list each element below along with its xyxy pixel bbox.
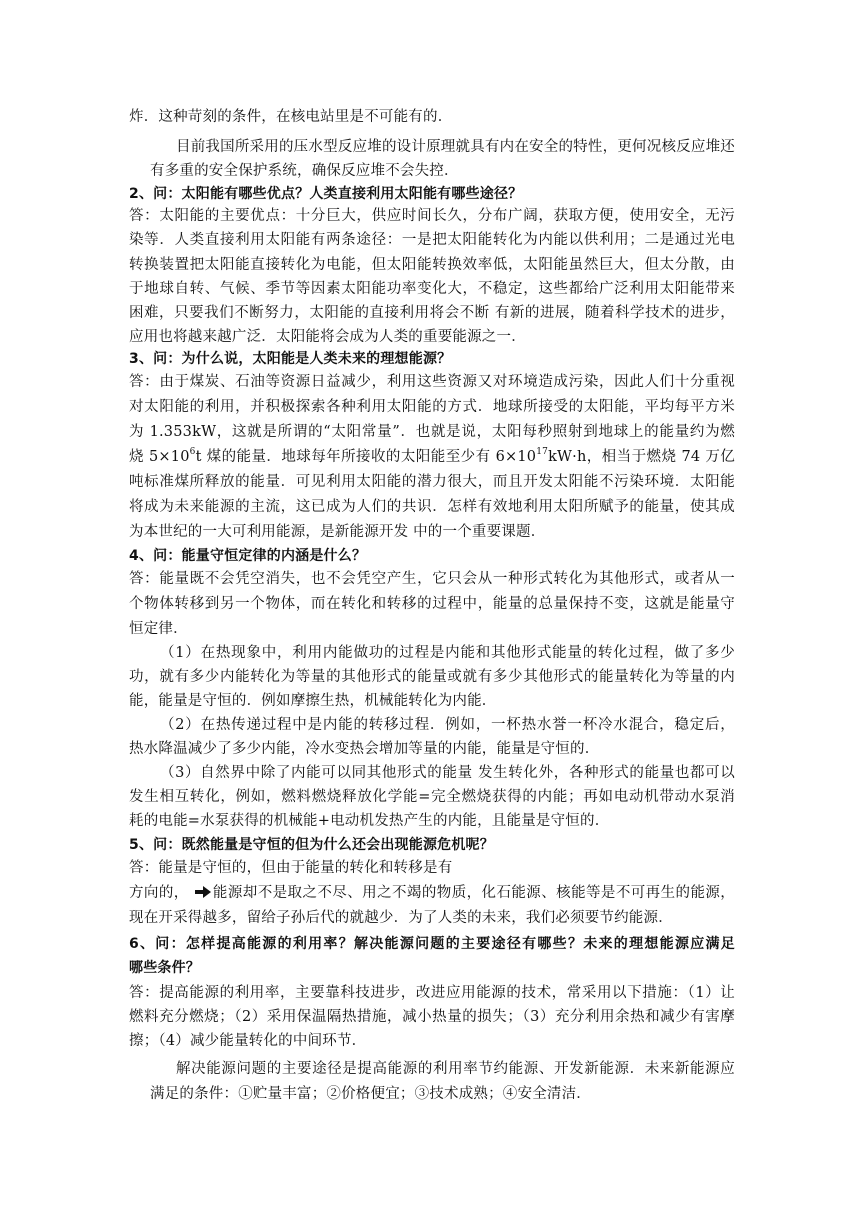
answer-line: 应用也将越来越广泛．太阳能将会成为人类的重要能源之一． <box>129 329 526 345</box>
question-3: 3、问：为什么说，太阳能是人类未来的理想能源？ <box>129 351 452 367</box>
text-segment: 方向的， <box>129 885 189 901</box>
question-6: 6、问：怎样提高能源的利用率？解决能源问题的主要途径有哪些？未来的理想能源应满足 <box>129 936 735 952</box>
answer-line: 能，能量是守恒的．例如摩擦生热，机械能转化为内能． <box>129 693 497 709</box>
answer-line: 发生相互转化，例如，燃料燃烧释放化学能=完全燃烧获得的内能；再如电动机带动水泵消 <box>129 789 735 805</box>
exponent: 17 <box>536 447 549 458</box>
answer-line: 满足的条件：①贮量丰富；②价格便宜；③技术成熟；④安全清洁． <box>150 1086 591 1102</box>
text-line: 目前我国所采用的压水型反应堆的设计原理就具有内在安全的特性，更何况核反应堆还 <box>176 139 735 155</box>
answer-line: 答：能量既不会凭空消失，也不会凭空产生，它只会从一种形式转化为其他形式，或者从一 <box>129 571 735 587</box>
answer-line: 个物体转移到另一个物体，而在转化和转移的过程中，能量的总量保持不变，这就是能量守 <box>129 596 735 612</box>
answer-line: （1）在热现象中，利用内能做功的过程是内能和其他形式能量的转化过程，做了多少 <box>160 645 735 661</box>
question-5: 5、问：既然能量是守恒的但为什么还会出现能源危机呢？ <box>129 837 494 853</box>
question-4: 4、问：能量守恒定律的内涵是什么？ <box>129 548 367 564</box>
answer-line: 擦；（4）减少能量转化的中间环节． <box>129 1033 367 1049</box>
answer-line: 吨标准煤所释放的能量．可见利用太阳能的潜力很大，而且开发太阳能不污染环境．太阳能 <box>129 474 735 490</box>
answer-line: 为本世纪的一大可利用能源，是新能源开发 中的一个重要课题． <box>129 524 546 540</box>
text-line: 炸．这种苛刻的条件，在核电站里是不可能有的． <box>129 109 453 125</box>
answer-line: 现在开采得越多，留给子孙后代的就越少．为了人类的未来，我们必须要节约能源． <box>129 910 673 926</box>
right-arrow-icon <box>195 884 211 896</box>
answer-line: 于地球自转、气候、季节等因素太阳能功率变化大，不稳定，这些都给广泛利用太阳能带来 <box>129 281 735 297</box>
answer-line: 答：由于煤炭、石油等资源日益减少，利用这些资源又对环境造成污染，因此人们十分重视 <box>129 374 735 390</box>
answer-line: 为 1.353kW，这就是所谓的“太阳常量”．也就是说，太阳每秒照射到地球上的能量约为燃 <box>129 424 735 440</box>
answer-line <box>129 883 735 903</box>
answer-line: 热水降温减少了多少内能，冷水变热会增加等量的内能，能量是守恒的． <box>129 741 600 757</box>
answer-line: 染等．人类直接利用太阳能有两条途径：一是把太阳能转化为内能以供利用；二是通过光电 <box>129 232 735 248</box>
answer-line: 答：提高能源的利用率，主要靠科技进步，改进应用能源的技术，常采用以下措施：（1）让 <box>129 985 735 1001</box>
answer-line: 燃料充分燃烧；（2）采用保温隔热措施，减小热量的损失；（3）充分利用余热和减少有害摩 <box>129 1009 735 1025</box>
text-segment: 烧 5×10 <box>129 449 190 465</box>
answer-line: 耗的电能=水泵获得的机械能+电动机发热产生的内能，且能量是守恒的． <box>129 813 610 829</box>
answer-line: 恒定律． <box>129 621 188 637</box>
answer-line <box>129 447 735 467</box>
answer-line: 解决能源问题的主要途径是提高能源的利用率节约能源、开发新能源．未来新能源应 <box>176 1061 735 1077</box>
question-6-cont: 哪些条件？ <box>129 960 200 976</box>
answer-line: 困难，只要我们不断努力，太阳能的直接利用将会不断 有新的进展，随着科学技术的进步， <box>129 305 735 321</box>
text-segment: kW·h，相当于燃烧 74 万亿 <box>548 449 735 465</box>
exponent: 6 <box>189 447 196 458</box>
text-segment: t 煤的能量．地球每年所接收的太阳能至少有 6×10 <box>195 449 537 465</box>
answer-line: 答：能量是守恒的，但由于能量的转化和转移是有 <box>129 860 453 876</box>
answer-line: （2）在热传递过程中是内能的转移过程．例如，一杯热水誉一杯冷水混合，稳定后， <box>160 717 735 733</box>
answer-line: 对太阳能的利用，并积极探索各种利用太阳能的方式．地球所接受的太阳能，平均每平方米 <box>129 399 735 415</box>
answer-line: 转换装置把太阳能直接转化为电能，但太阳能转换效率低，太阳能虽然巨大，但太分散，由 <box>129 257 735 273</box>
text-line: 有多重的安全保护系统，确保反应堆不会失控． <box>150 163 459 179</box>
answer-line: 功，就有多少内能转化为等量的其他形式的能量或就有多少其他形式的能量转化为等量的内 <box>129 669 735 685</box>
answer-line: 将成为未来能源的主流，这已成为人们的共识．怎样有效地利用太阳所赋予的能量，使其成 <box>129 499 735 515</box>
question-2: 2、问：太阳能有哪些优点？人类直接利用太阳能有哪些途径？ <box>129 186 523 202</box>
text-segment: 能源却不是取之不尽、用之不竭的物质，化石能源、核能等是不可再生的能源， <box>212 885 735 901</box>
answer-line: （3）自然界中除了内能可以同其他形式的能量 发生转化外，各种形式的能量也都可以 <box>160 765 735 781</box>
answer-line: 答：太阳能的主要优点：十分巨大，供应时间长久，分布广阔，获取方便，使用安全，无污 <box>129 208 735 224</box>
